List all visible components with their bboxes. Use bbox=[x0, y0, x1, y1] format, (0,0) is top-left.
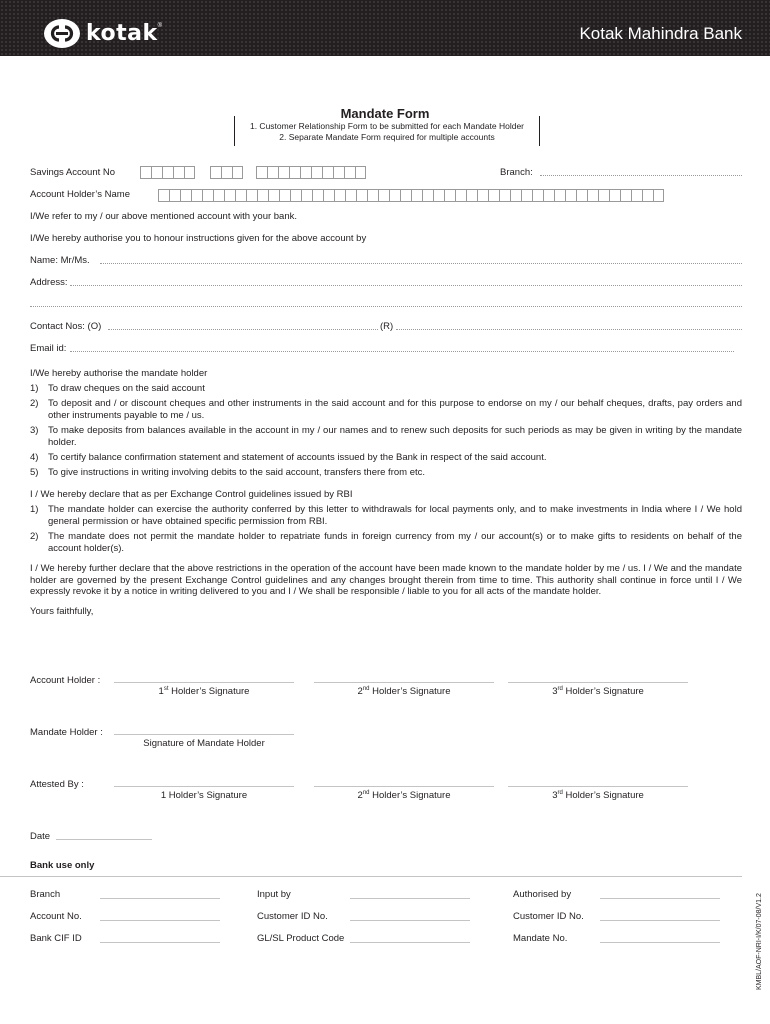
customer-id-field[interactable] bbox=[350, 920, 470, 921]
bank-name: Kotak Mahindra Bank bbox=[579, 24, 742, 43]
contact-office-label: Contact Nos: (O) bbox=[30, 321, 102, 332]
attest-2-signature-line[interactable] bbox=[314, 786, 494, 787]
input-by-field[interactable] bbox=[350, 898, 470, 899]
authorise-item: 1) To draw cheques on the said account bbox=[30, 383, 205, 394]
kotak-logo bbox=[44, 19, 162, 48]
savings-account-boxes-1[interactable] bbox=[140, 166, 195, 179]
note-1: 1. Customer Relationship Form to be submitted for each Mandate Holder bbox=[249, 121, 525, 131]
declare-item: 1) The mandate holder can exercise the authority conferred by this letter to withdrawals for local payments only, and to make investments in India where I / We hold general permission or have obtained specific permission from RBI. bbox=[30, 504, 742, 527]
bank-branch-field[interactable] bbox=[100, 898, 220, 899]
address-label: Address: bbox=[30, 277, 68, 288]
mandate-no-field[interactable] bbox=[600, 942, 720, 943]
address-field-line-1[interactable] bbox=[70, 285, 742, 286]
holder-3-signature-line[interactable] bbox=[508, 682, 688, 683]
date-label: Date bbox=[30, 831, 51, 842]
note-2: 2. Separate Mandate Form required for multiple accounts bbox=[279, 132, 495, 142]
further-declaration: I / We hereby further declare that the above restrictions in the operation of the account have been made known to the mandate holder by me / us. I / We and the mandate holder are governed by the present Exchange Control guidelines and any changes brought therein from time to time. This authority shall continue in force until I / We expressly revoke it by a notice in writing delivered to you and I / We shall be responsible / liable to you for all acts of the mandate holder. bbox=[30, 563, 742, 597]
gl-sl-product-code-label: GL/SL Product Code bbox=[257, 933, 345, 944]
gl-sl-product-code-field[interactable] bbox=[350, 942, 470, 943]
holder-3-signature-caption: 3rd Holder’s Signature bbox=[552, 686, 644, 698]
account-holder-name-boxes[interactable] bbox=[158, 189, 664, 202]
customer-id-label: Customer ID No. bbox=[257, 911, 328, 922]
form-notes bbox=[234, 116, 540, 146]
holder-2-signature-line[interactable] bbox=[314, 682, 494, 683]
refer-text: I/We refer to my / our above mentioned account with your bank. bbox=[30, 211, 298, 222]
form-title: Mandate Form bbox=[340, 106, 430, 121]
mandate-no-label: Mandate No. bbox=[513, 933, 568, 944]
name-label: Name: Mr/Ms. bbox=[30, 255, 90, 266]
savings-account-boxes-2[interactable] bbox=[210, 166, 243, 179]
holder-1-signature-caption: 1st Holder’s Signature bbox=[158, 686, 250, 698]
customer-id-field-2[interactable] bbox=[600, 920, 720, 921]
logo-wordmark: kotak bbox=[86, 21, 158, 46]
input-by-label: Input by bbox=[257, 889, 291, 900]
kotak-logo-icon bbox=[44, 19, 80, 48]
contact-residence-field[interactable] bbox=[396, 329, 742, 330]
yours-faithfully: Yours faithfully, bbox=[30, 606, 94, 617]
declare-heading: I / We hereby declare that as per Exchange Control guidelines issued by RBI bbox=[30, 489, 353, 500]
authorised-by-label: Authorised by bbox=[513, 889, 572, 900]
holder-2-signature-caption: 2nd Holder’s Signature bbox=[357, 686, 451, 698]
email-label: Email id: bbox=[30, 343, 67, 354]
address-field-line-2[interactable] bbox=[30, 306, 742, 307]
customer-id-label-2: Customer ID No. bbox=[513, 911, 584, 922]
contact-office-field[interactable] bbox=[108, 329, 378, 330]
mandate-holder-label: Mandate Holder : bbox=[30, 727, 103, 738]
authorise-heading: I/We hereby authorise the mandate holder bbox=[30, 368, 208, 379]
savings-account-label: Savings Account No bbox=[30, 167, 116, 178]
savings-account-boxes-3[interactable] bbox=[256, 166, 366, 179]
attest-1-signature-line[interactable] bbox=[114, 786, 294, 787]
attest-2-signature-caption: 2nd Holder’s Signature bbox=[357, 790, 451, 802]
header-bar bbox=[0, 0, 770, 56]
authorise-honour-text: I/We hereby authorise you to honour instructions given for the above account by bbox=[30, 233, 367, 244]
bank-cif-id-field[interactable] bbox=[100, 942, 220, 943]
version-code: KMBL/AOF-NRI-I/K/07-08/V1.2 bbox=[756, 893, 763, 990]
mandate-holder-signature-caption: Signature of Mandate Holder bbox=[143, 738, 265, 749]
bank-account-no-label: Account No. bbox=[30, 911, 82, 922]
date-field[interactable] bbox=[56, 839, 152, 840]
account-holder-label: Account Holder : bbox=[30, 675, 101, 686]
holder-1-signature-line[interactable] bbox=[114, 682, 294, 683]
contact-residence-label: (R) bbox=[380, 321, 394, 332]
bank-use-divider bbox=[0, 876, 742, 877]
authorise-item: 3) To make deposits from balances available in the account in my / our names and to renew such deposits for such periods as may be given in writing by the mandate holder. bbox=[30, 425, 742, 448]
name-field[interactable] bbox=[100, 263, 742, 264]
email-field[interactable] bbox=[70, 351, 734, 352]
bank-cif-id-label: Bank CIF ID bbox=[30, 933, 82, 944]
authorised-by-field[interactable] bbox=[600, 898, 720, 899]
authorise-item: 4) To certify balance confirmation statement and statement of accounts issued by the Bank in respect of the said account. bbox=[30, 452, 547, 463]
attest-3-signature-line[interactable] bbox=[508, 786, 688, 787]
mandate-holder-signature-line[interactable] bbox=[114, 734, 294, 735]
bank-account-no-field[interactable] bbox=[100, 920, 220, 921]
branch-field[interactable] bbox=[540, 175, 742, 176]
attested-by-label: Attested By : bbox=[30, 779, 84, 790]
registered-mark: ® bbox=[157, 22, 163, 29]
account-holder-name-label: Account Holder’s Name bbox=[30, 189, 130, 200]
authorise-item: 5) To give instructions in writing involving debits to the said account, transfers there from etc. bbox=[30, 467, 426, 478]
attest-1-signature-caption: 1 Holder’s Signature bbox=[160, 790, 248, 801]
declare-item: 2) The mandate does not permit the mandate holder to repatriate funds in foreign currency from my / our account(s) or to make gifts to residents on behalf of the account holder(s). bbox=[30, 531, 742, 554]
authorise-item: 2) To deposit and / or discount cheques and other instruments in the said account and for this purpose to endorse on my / our behalf cheques, drafts, pay orders and other instruments payable to me / us. bbox=[30, 398, 742, 421]
bank-use-heading: Bank use only bbox=[30, 860, 95, 871]
bank-branch-label: Branch bbox=[30, 889, 61, 900]
branch-label: Branch: bbox=[500, 167, 533, 178]
attest-3-signature-caption: 3rd Holder’s Signature bbox=[552, 790, 644, 802]
